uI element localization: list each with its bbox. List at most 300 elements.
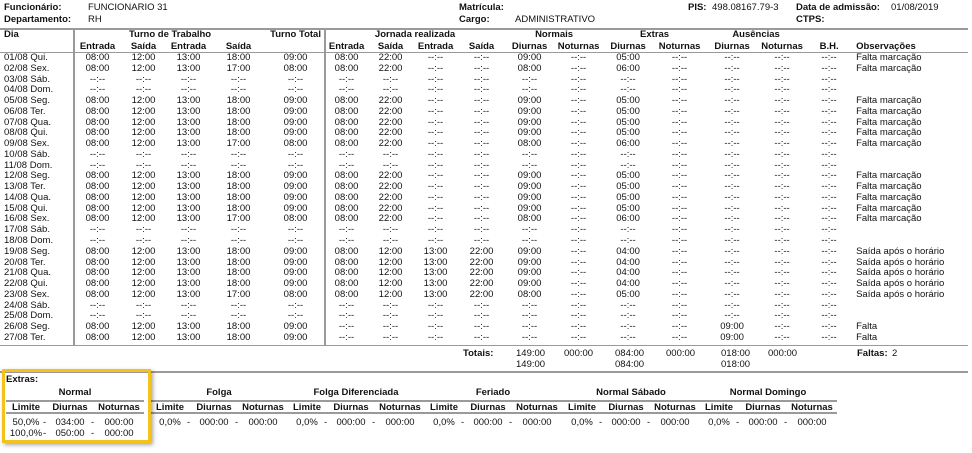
cell-time: --:-- bbox=[570, 311, 587, 322]
cell-time: 13:00 bbox=[176, 63, 201, 74]
cell-time: --:-- bbox=[135, 160, 152, 171]
extras-subheader-label: Noturnas bbox=[791, 402, 833, 413]
cell-time: 08:00 bbox=[334, 106, 359, 117]
cell-time: --:-- bbox=[570, 74, 587, 85]
cell-time: --:-- bbox=[774, 63, 790, 74]
cell-dia: 10/08 Sáb. bbox=[4, 149, 50, 160]
cell-time: 17:00 bbox=[226, 139, 251, 150]
cell-time: --:-- bbox=[135, 311, 152, 322]
cell-observacao: Falta marcação bbox=[856, 96, 922, 107]
cell-time: 08:00 bbox=[85, 182, 110, 193]
cell-time: --:-- bbox=[620, 300, 636, 311]
total-normais-noturnas: 000:00 bbox=[564, 348, 594, 359]
cell-dia: 06/08 Ter. bbox=[4, 106, 46, 117]
cell-observacao: Saída após o horário bbox=[856, 279, 945, 290]
cell-time: --:-- bbox=[724, 214, 740, 225]
cell-time: --:-- bbox=[382, 160, 399, 171]
divider bbox=[0, 345, 968, 346]
cell-time: 12:00 bbox=[131, 246, 156, 257]
total2-ausencias-diurnas: 018:00 bbox=[721, 359, 751, 370]
cell-time: --:-- bbox=[473, 85, 490, 96]
cell-time: --:-- bbox=[382, 311, 399, 322]
cell-time: --:-- bbox=[287, 160, 304, 171]
cell-time: 08:00 bbox=[85, 214, 110, 225]
table-row bbox=[0, 182, 972, 193]
cell-time: 08:00 bbox=[85, 268, 110, 279]
cell-time: 08:00 bbox=[85, 246, 110, 257]
cell-time: 22:00 bbox=[378, 214, 403, 225]
extras-group-title: Normal Sábado bbox=[596, 387, 666, 398]
cell-time: --:-- bbox=[724, 246, 740, 257]
cell-time: 08:00 bbox=[334, 139, 359, 150]
cell-observacao bbox=[852, 150, 972, 161]
cell-time: --:-- bbox=[620, 225, 636, 236]
extras-subheader bbox=[287, 400, 425, 414]
cell-time: --:-- bbox=[671, 225, 688, 236]
cell-observacao: Saída após o horário bbox=[856, 289, 945, 300]
cell-time: --:-- bbox=[521, 236, 538, 247]
extras-subheader-label: Diurnas bbox=[52, 402, 88, 413]
cell-time: 09:00 bbox=[517, 117, 542, 128]
cell-time: --:-- bbox=[230, 300, 247, 311]
admissao-label: Data de admissão: bbox=[796, 2, 880, 13]
cell-time: 12:00 bbox=[131, 279, 156, 290]
extras-diurnas: 000:00 bbox=[748, 417, 778, 428]
cell-time: --:-- bbox=[821, 139, 837, 150]
cell-time: 08:00 bbox=[85, 96, 110, 107]
cell-time: --:-- bbox=[473, 63, 490, 74]
departamento-label: Departamento: bbox=[4, 14, 72, 25]
cell-time: --:-- bbox=[724, 203, 740, 214]
cell-time: --:-- bbox=[89, 74, 106, 85]
cell-time: 06:00 bbox=[616, 214, 640, 225]
faltas-value: 2 bbox=[892, 348, 898, 359]
cell-observacao: Falta marcação bbox=[856, 53, 922, 63]
cell-time: --:-- bbox=[89, 225, 106, 236]
cell-time: --:-- bbox=[382, 149, 399, 160]
cell-time: --:-- bbox=[774, 236, 790, 247]
cell-time: --:-- bbox=[774, 300, 790, 311]
cell-time: 09:00 bbox=[517, 246, 542, 257]
cell-time: --:-- bbox=[774, 257, 790, 268]
cell-time: 12:00 bbox=[131, 117, 156, 128]
cell-time: 08:00 bbox=[517, 63, 542, 74]
cell-time: 22:00 bbox=[378, 182, 403, 193]
cell-time: --:-- bbox=[230, 311, 247, 322]
cell-time: --:-- bbox=[774, 289, 790, 300]
cell-time: --:-- bbox=[774, 117, 790, 128]
cell-time: 12:00 bbox=[131, 63, 156, 74]
cell-observacao: Saída após o horário bbox=[856, 268, 945, 279]
cell-time: --:-- bbox=[671, 236, 688, 247]
column-header: Saída bbox=[130, 41, 157, 52]
cell-time: 09:00 bbox=[283, 246, 308, 257]
cell-observacao: Falta marcação bbox=[856, 63, 922, 74]
cell-time: --:-- bbox=[570, 279, 587, 290]
extras-subheader-label: Diurnas bbox=[470, 402, 506, 413]
cell-dia: 04/08 Dom. bbox=[4, 85, 54, 96]
funcionario-label: Funcionário: bbox=[4, 2, 62, 13]
cell-time: 08:00 bbox=[334, 117, 359, 128]
cell-time: --:-- bbox=[774, 246, 790, 257]
table-row bbox=[0, 290, 972, 301]
cell-observacao: Falta marcação bbox=[856, 139, 922, 150]
extras-subheader-label: Diurnas bbox=[608, 402, 644, 413]
cell-dia: 02/08 Sex. bbox=[4, 63, 50, 74]
cell-dia: 19/08 Seg. bbox=[4, 246, 50, 257]
cargo-value: ADMINISTRATIVO bbox=[515, 14, 596, 25]
cell-time: --:-- bbox=[89, 160, 106, 171]
cell-time: 08:00 bbox=[85, 117, 110, 128]
header-ausencias: Ausências bbox=[732, 29, 780, 40]
cell-time: --:-- bbox=[382, 85, 399, 96]
cell-time: --:-- bbox=[671, 203, 688, 214]
table-row bbox=[0, 268, 972, 279]
total2-extras-diurnas: 084:00 bbox=[615, 359, 645, 370]
cell-time: --:-- bbox=[473, 300, 490, 311]
extras-subheader-label: Limite bbox=[156, 402, 184, 413]
cell-time: 13:00 bbox=[176, 192, 201, 203]
cell-time: --:-- bbox=[427, 149, 444, 160]
cell-time: --:-- bbox=[821, 236, 837, 247]
cell-time: --:-- bbox=[671, 128, 688, 139]
cell-time: 05:00 bbox=[616, 192, 640, 203]
column-header: Saída bbox=[468, 41, 495, 52]
cell-time: --:-- bbox=[230, 225, 247, 236]
cell-time: 08:00 bbox=[85, 53, 110, 63]
cell-time: --:-- bbox=[821, 332, 837, 343]
cell-time: 09:00 bbox=[517, 257, 542, 268]
extras-group-title: Feriado bbox=[475, 387, 511, 398]
cell-time: --:-- bbox=[473, 160, 490, 171]
cell-time: 08:00 bbox=[334, 203, 359, 214]
extras-value-row: 0,0% - 000:00 - 000:00 bbox=[150, 417, 288, 428]
header-turno-total: Turno Total bbox=[270, 29, 321, 40]
table-row bbox=[0, 279, 972, 290]
totals-label: Totais: bbox=[463, 348, 494, 359]
cell-time: 08:00 bbox=[85, 139, 110, 150]
cell-time: 12:00 bbox=[131, 53, 156, 63]
cell-time: 13:00 bbox=[176, 257, 201, 268]
cell-time: --:-- bbox=[821, 160, 837, 171]
cell-time: 18:00 bbox=[226, 117, 251, 128]
cell-time: --:-- bbox=[427, 300, 444, 311]
cell-dia: 03/08 Sáb. bbox=[4, 74, 50, 85]
cell-time: --:-- bbox=[427, 225, 444, 236]
cell-time: --:-- bbox=[774, 74, 790, 85]
departamento-value: RH bbox=[88, 14, 102, 25]
pis-label: PIS: bbox=[688, 2, 707, 13]
cell-time: --:-- bbox=[724, 128, 740, 139]
cell-time: 12:00 bbox=[131, 171, 156, 182]
cell-time: 18:00 bbox=[226, 171, 251, 182]
cell-time: --:-- bbox=[570, 96, 587, 107]
extras-diurnas: 034:00 bbox=[55, 417, 85, 428]
header-jornada: Jornada realizada bbox=[374, 29, 456, 40]
cell-time: --:-- bbox=[774, 192, 790, 203]
cell-time: --:-- bbox=[570, 225, 587, 236]
table-row bbox=[0, 107, 972, 118]
cell-observacao: Falta bbox=[856, 332, 878, 343]
timesheet-table bbox=[0, 29, 972, 344]
table-row bbox=[0, 258, 972, 269]
cell-time: 05:00 bbox=[616, 128, 640, 139]
cell-time: 12:00 bbox=[131, 289, 156, 300]
cell-time: 12:00 bbox=[131, 322, 156, 333]
cell-time: --:-- bbox=[382, 300, 399, 311]
cell-time: --:-- bbox=[821, 117, 837, 128]
cell-time: --:-- bbox=[724, 236, 740, 247]
cell-time: --:-- bbox=[89, 300, 106, 311]
cell-time: --:-- bbox=[427, 106, 444, 117]
cell-time: --:-- bbox=[671, 246, 688, 257]
cell-time: --:-- bbox=[821, 96, 837, 107]
table-row bbox=[0, 204, 972, 215]
cell-time: 13:00 bbox=[423, 246, 448, 257]
cell-time: --:-- bbox=[671, 311, 688, 322]
cell-time: --:-- bbox=[774, 53, 790, 63]
cell-time: --:-- bbox=[821, 203, 837, 214]
cell-time: --:-- bbox=[473, 311, 490, 322]
cell-time: --:-- bbox=[724, 53, 740, 63]
cell-time: 22:00 bbox=[469, 279, 494, 290]
cell-time: 09:00 bbox=[283, 128, 308, 139]
cell-time: --:-- bbox=[473, 322, 490, 333]
extras-value-row: 0,0% - 000:00 - 000:00 bbox=[424, 417, 562, 428]
cell-time: --:-- bbox=[774, 225, 790, 236]
cell-observacao: Falta marcação bbox=[856, 117, 922, 128]
table-row bbox=[0, 150, 972, 161]
column-header: Entrada bbox=[328, 41, 365, 52]
cell-time: 04:00 bbox=[616, 268, 640, 279]
cell-dia: 24/08 Sáb. bbox=[4, 300, 50, 311]
cell-time: --:-- bbox=[774, 128, 790, 139]
cell-time: --:-- bbox=[570, 268, 587, 279]
cell-time: 05:00 bbox=[616, 117, 640, 128]
cell-dia: 08/08 Qui. bbox=[4, 128, 48, 139]
table-row bbox=[0, 161, 972, 172]
cell-time: --:-- bbox=[473, 128, 490, 139]
cell-observacao: Falta marcação bbox=[856, 171, 922, 182]
cell-time: 08:00 bbox=[334, 53, 359, 63]
cell-time: --:-- bbox=[774, 139, 790, 150]
cell-time: 09:00 bbox=[283, 53, 308, 63]
extras-diurnas: 000:00 bbox=[199, 417, 229, 428]
cell-time: --:-- bbox=[774, 311, 790, 322]
cell-time: --:-- bbox=[230, 160, 247, 171]
extras-subheader-label: Noturnas bbox=[379, 402, 421, 413]
cell-time: 12:00 bbox=[131, 139, 156, 150]
cell-time: --:-- bbox=[338, 300, 355, 311]
table-row bbox=[0, 64, 972, 75]
column-header: Noturnas bbox=[761, 41, 803, 52]
cell-time: --:-- bbox=[821, 74, 837, 85]
cell-time: --:-- bbox=[570, 257, 587, 268]
cell-time: --:-- bbox=[671, 192, 688, 203]
table-row bbox=[0, 301, 972, 312]
cell-dia: 09/08 Sex. bbox=[4, 139, 50, 150]
cell-time: --:-- bbox=[135, 236, 152, 247]
cell-time: 12:00 bbox=[131, 128, 156, 139]
cell-time: 08:00 bbox=[334, 192, 359, 203]
cell-time: 05:00 bbox=[616, 106, 640, 117]
cell-time: 22:00 bbox=[378, 192, 403, 203]
faltas-label: Faltas: bbox=[857, 348, 888, 359]
extras-value-row: 0,0% - 000:00 - 000:00 bbox=[287, 417, 425, 428]
cell-time: --:-- bbox=[821, 214, 837, 225]
column-header-row bbox=[0, 41, 972, 53]
cell-time: 18:00 bbox=[226, 279, 251, 290]
cell-time: 08:00 bbox=[85, 192, 110, 203]
cell-time: --:-- bbox=[620, 85, 636, 96]
cell-time: --:-- bbox=[287, 236, 304, 247]
table-row bbox=[0, 128, 972, 139]
cell-dia: 05/08 Seg. bbox=[4, 96, 50, 107]
cell-dia: 25/08 Dom. bbox=[4, 311, 54, 322]
cell-time: --:-- bbox=[427, 160, 444, 171]
cell-time: 08:00 bbox=[85, 171, 110, 182]
cell-time: 09:00 bbox=[283, 203, 308, 214]
cell-time: 06:00 bbox=[616, 63, 640, 74]
cell-time: --:-- bbox=[724, 63, 740, 74]
cell-time: 13:00 bbox=[176, 268, 201, 279]
extras-noturnas: 000:00 bbox=[104, 428, 134, 439]
cell-time: 08:00 bbox=[334, 171, 359, 182]
cell-dia: 14/08 Qua. bbox=[4, 192, 52, 203]
cell-time: 08:00 bbox=[334, 182, 359, 193]
cell-time: --:-- bbox=[230, 85, 247, 96]
cell-time: --:-- bbox=[671, 106, 688, 117]
cell-time: 13:00 bbox=[176, 279, 201, 290]
cell-time: 12:00 bbox=[131, 257, 156, 268]
cell-time: --:-- bbox=[724, 300, 740, 311]
cell-dia: 12/08 Seg. bbox=[4, 171, 50, 182]
cell-time: --:-- bbox=[473, 236, 490, 247]
cell-observacao: Falta bbox=[856, 322, 878, 333]
column-header: Noturnas bbox=[658, 41, 701, 52]
cell-observacao: Saída após o horário bbox=[856, 257, 945, 268]
cell-time: 08:00 bbox=[283, 139, 308, 150]
table-row bbox=[0, 333, 972, 344]
extras-limite: 0,0% bbox=[571, 417, 593, 428]
cell-time: 09:00 bbox=[517, 53, 542, 63]
cell-time: --:-- bbox=[230, 74, 247, 85]
cell-time: --:-- bbox=[427, 53, 444, 63]
cell-time: --:-- bbox=[570, 332, 587, 343]
cell-time: --:-- bbox=[570, 128, 587, 139]
cell-time: 18:00 bbox=[226, 246, 251, 257]
cell-time: 04:00 bbox=[616, 257, 640, 268]
extras-group-title: Folga Diferenciada bbox=[313, 387, 399, 398]
cell-time: --:-- bbox=[774, 149, 790, 160]
cell-time: --:-- bbox=[427, 171, 444, 182]
cell-time: 13:00 bbox=[176, 214, 201, 225]
cell-time: 13:00 bbox=[176, 182, 201, 193]
cell-time: --:-- bbox=[821, 53, 837, 63]
cell-observacao bbox=[852, 85, 972, 96]
extras-group-title: Folga bbox=[206, 387, 232, 398]
cell-time: 08:00 bbox=[85, 289, 110, 300]
header-turno: Turno de Trabalho bbox=[128, 29, 212, 40]
extras-subheader-label: Noturnas bbox=[98, 402, 140, 413]
total-ausencias-noturnas: 000:00 bbox=[768, 348, 798, 359]
cell-time: 04:00 bbox=[616, 279, 640, 290]
cell-time: 18:00 bbox=[226, 128, 251, 139]
cell-time: 13:00 bbox=[176, 53, 201, 63]
cell-time: --:-- bbox=[135, 74, 152, 85]
cell-time: --:-- bbox=[671, 182, 688, 193]
cell-time: --:-- bbox=[821, 279, 837, 290]
cell-time: 22:00 bbox=[378, 96, 403, 107]
extras-noturnas: 000:00 bbox=[385, 417, 415, 428]
cell-time: 13:00 bbox=[423, 257, 448, 268]
table-row bbox=[0, 75, 972, 86]
cell-time: --:-- bbox=[821, 171, 837, 182]
cell-time: --:-- bbox=[427, 332, 444, 343]
extras-subheader bbox=[699, 400, 837, 414]
cell-time: --:-- bbox=[570, 214, 587, 225]
cell-time: --:-- bbox=[671, 139, 688, 150]
cell-time: --:-- bbox=[473, 225, 490, 236]
ctps-label: CTPS: bbox=[796, 14, 825, 25]
table-row bbox=[0, 53, 972, 64]
cell-time: --:-- bbox=[427, 96, 444, 107]
cell-time: --:-- bbox=[427, 322, 444, 333]
column-header: Observações bbox=[856, 41, 916, 52]
cell-time: 12:00 bbox=[378, 279, 403, 290]
column-header: B.H. bbox=[819, 41, 839, 52]
cell-time: 13:00 bbox=[176, 139, 201, 150]
cell-time: --:-- bbox=[521, 149, 538, 160]
column-header: Saída bbox=[225, 41, 252, 52]
cell-time: 13:00 bbox=[176, 289, 201, 300]
cell-time: --:-- bbox=[570, 53, 587, 63]
cell-time: --:-- bbox=[774, 96, 790, 107]
extras-subheader-label: Limite bbox=[12, 402, 40, 413]
cell-time: --:-- bbox=[135, 149, 152, 160]
cell-time: --:-- bbox=[620, 160, 636, 171]
cell-time: --:-- bbox=[521, 332, 538, 343]
cell-time: 13:00 bbox=[176, 96, 201, 107]
cell-time: --:-- bbox=[821, 106, 837, 117]
cell-observacao bbox=[852, 311, 972, 322]
cell-time: --:-- bbox=[821, 149, 837, 160]
cell-time: --:-- bbox=[521, 74, 538, 85]
cell-time: 22:00 bbox=[378, 63, 403, 74]
cell-time: 08:00 bbox=[517, 214, 542, 225]
extras-subheader-label: Diurnas bbox=[196, 402, 232, 413]
cell-time: --:-- bbox=[473, 139, 490, 150]
cell-time: 09:00 bbox=[720, 322, 744, 333]
extras-subheader-label: Limite bbox=[430, 402, 458, 413]
cell-time: --:-- bbox=[570, 149, 587, 160]
cell-time: --:-- bbox=[521, 85, 538, 96]
cell-time: 18:00 bbox=[226, 268, 251, 279]
cell-time: --:-- bbox=[521, 322, 538, 333]
cell-time: 09:00 bbox=[283, 257, 308, 268]
cell-time: --:-- bbox=[821, 300, 837, 311]
cell-time: --:-- bbox=[724, 289, 740, 300]
cargo-label: Cargo: bbox=[459, 14, 490, 25]
cell-time: --:-- bbox=[427, 128, 444, 139]
cell-time: --:-- bbox=[724, 257, 740, 268]
cell-time: --:-- bbox=[821, 322, 837, 333]
cell-time: --:-- bbox=[774, 171, 790, 182]
cell-time: 13:00 bbox=[176, 128, 201, 139]
extras-title: Extras: bbox=[6, 374, 39, 385]
table-row bbox=[0, 139, 972, 150]
cell-time: --:-- bbox=[338, 74, 355, 85]
